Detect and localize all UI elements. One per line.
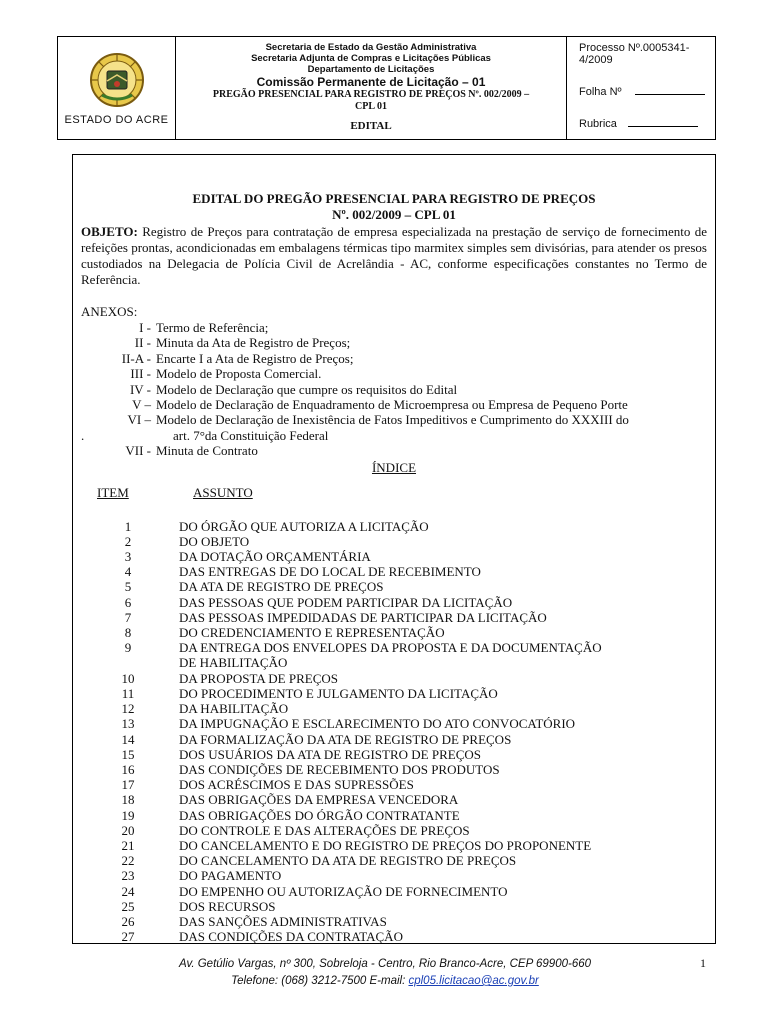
index-item-number: 21 bbox=[121, 837, 135, 853]
index-item-number: 9 bbox=[124, 640, 132, 656]
index-item-number: 12 bbox=[121, 701, 135, 717]
folha-field bbox=[579, 86, 715, 98]
rubrica-field bbox=[579, 118, 715, 130]
index-column-headers bbox=[81, 485, 707, 501]
index-item-subject: DA IMPUGNAÇÃO E ESCLARECIMENTO DO ATO CONVOCATÓRIO bbox=[179, 716, 576, 732]
index-row bbox=[81, 899, 707, 914]
index-item-subject: DO PAGAMENTO bbox=[179, 868, 282, 884]
footer-address: Av. Getúlio Vargas, nº 300, Sobreloja - Centro, Rio Branco-Acre, CEP 69900-660 bbox=[178, 958, 592, 970]
header-line-secretaria: Secretaria de Estado da Gestão Administrativa bbox=[265, 42, 477, 53]
index-item-subject: DOS RECURSOS bbox=[179, 898, 276, 914]
document-header bbox=[57, 36, 716, 140]
index-row bbox=[81, 579, 707, 594]
index-item-number: 6 bbox=[124, 594, 132, 610]
index-item-subject: DO CANCELAMENTO DA ATA DE REGISTRO DE PREÇOS bbox=[179, 853, 517, 869]
index-item-number: 18 bbox=[121, 792, 135, 808]
index-item-number bbox=[103, 655, 153, 670]
index-row bbox=[81, 868, 707, 883]
index-item-subject: DAS CONDIÇÕES DA CONTRATAÇÃO bbox=[179, 929, 403, 945]
index-row bbox=[81, 549, 707, 564]
header-line-departamento: Departamento de Licitações bbox=[307, 64, 435, 75]
page-footer bbox=[0, 956, 770, 990]
index-item-subject: DO EMPENHO OU AUTORIZAÇÃO DE FORNECIMENTO bbox=[179, 883, 508, 899]
index-item-number: 3 bbox=[124, 549, 132, 565]
objeto-label: OBJETO: bbox=[81, 224, 138, 239]
index-item-subject: DA HABILITAÇÃO bbox=[179, 701, 289, 717]
index-item-subject: DA DOTAÇÃO ORÇAMENTÁRIA bbox=[179, 549, 371, 565]
doc-title-line2: Nº. 002/2009 – CPL 01 bbox=[332, 207, 456, 222]
index-item-number: 4 bbox=[124, 564, 132, 580]
anexo-number: . bbox=[81, 427, 85, 443]
index-item-subject: DAS CONDIÇÕES DE RECEBIMENTO DOS PRODUTOS bbox=[179, 761, 500, 777]
index-item-subject: DOS ACRÉSCIMOS E DAS SUPRESSÕES bbox=[179, 777, 414, 793]
index-row bbox=[81, 716, 707, 731]
anexo-item bbox=[81, 397, 707, 412]
index-row bbox=[81, 640, 707, 655]
anexo-number: VII - bbox=[125, 443, 151, 459]
index-row bbox=[81, 747, 707, 762]
index-item-number: 25 bbox=[121, 898, 135, 914]
doc-title-line1: EDITAL DO PREGÃO PRESENCIAL PARA REGISTRO DE PREÇOS bbox=[192, 191, 596, 206]
index-item-number: 11 bbox=[121, 685, 135, 701]
footer-phone: Telefone: (068) 3212-7500 E-mail: bbox=[231, 975, 409, 987]
index-row bbox=[81, 564, 707, 579]
index-row bbox=[81, 732, 707, 747]
processo-number: Processo Nº.0005341-4/2009 bbox=[579, 42, 690, 66]
index-item-subject: DA ENTREGA DOS ENVELOPES DA PROPOSTA E DA DOCUMENTAÇÃO bbox=[179, 640, 602, 656]
header-line-edital: EDITAL bbox=[350, 120, 392, 132]
footer-contact bbox=[0, 973, 770, 990]
anexo-number: VI – bbox=[127, 412, 151, 428]
index-item-number: 27 bbox=[121, 929, 135, 945]
index-item-subject: DOS USUÁRIOS DA ATA DE REGISTRO DE PREÇOS bbox=[179, 746, 481, 762]
index-item-subject: DAS PESSOAS IMPEDIDADAS DE PARTICIPAR DA LICITAÇÃO bbox=[179, 609, 547, 625]
index-item-number: 20 bbox=[121, 822, 135, 838]
header-line-comissao: Comissão Permanente de Licitação – 01 bbox=[256, 75, 486, 89]
item-column-header: ITEM bbox=[97, 484, 129, 500]
index-row bbox=[81, 838, 707, 853]
index-item-subject: DO ÓRGÃO QUE AUTORIZA A LICITAÇÃO bbox=[179, 518, 429, 534]
anexo-item bbox=[81, 320, 707, 335]
header-title-cell bbox=[176, 37, 567, 139]
index-item-subject: DA FORMALIZAÇÃO DA ATA DE REGISTRO DE PREÇOS bbox=[179, 731, 512, 747]
index-item-number: 16 bbox=[121, 761, 135, 777]
index-item-number: 5 bbox=[124, 579, 132, 595]
anexo-number: III - bbox=[130, 366, 151, 382]
header-line-adjunta: Secretaria Adjunta de Compras e Licitações Públicas bbox=[251, 53, 491, 64]
edital-content bbox=[72, 154, 716, 944]
folha-label: Folha Nº bbox=[579, 86, 622, 98]
header-process-cell bbox=[567, 37, 715, 139]
index-item-number: 13 bbox=[121, 716, 135, 732]
anexo-text: Minuta de Contrato bbox=[156, 443, 258, 459]
index-item-number: 22 bbox=[121, 853, 135, 869]
anexo-item bbox=[81, 366, 707, 381]
index-row bbox=[81, 610, 707, 625]
index-row bbox=[81, 762, 707, 777]
index-row bbox=[81, 823, 707, 838]
header-line-pregao: PREGÃO PRESENCIAL PARA REGISTRO DE PREÇOS Nº. 002/2009 – bbox=[212, 89, 530, 100]
anexos-heading: ANEXOS: bbox=[81, 304, 138, 319]
header-logo-cell bbox=[58, 37, 176, 139]
index-item-number: 26 bbox=[121, 913, 135, 929]
anexo-item bbox=[81, 428, 707, 443]
header-line-cpl: CPL 01 bbox=[355, 101, 387, 112]
index-row bbox=[81, 595, 707, 610]
anexo-item bbox=[81, 335, 707, 350]
rubrica-label: Rubrica bbox=[579, 118, 617, 130]
index-item-number: 14 bbox=[121, 731, 135, 747]
index-row bbox=[81, 777, 707, 792]
index-item-number: 7 bbox=[124, 609, 132, 625]
index-row bbox=[81, 655, 707, 670]
index-item-subject: DO CREDENCIAMENTO E REPRESENTAÇÃO bbox=[179, 625, 445, 641]
anexo-text: Modelo de Declaração de Enquadramento de Microempresa ou Empresa de Pequeno Porte bbox=[156, 397, 628, 413]
anexo-text: Modelo de Proposta Comercial. bbox=[156, 366, 322, 382]
anexo-number: II-A - bbox=[121, 350, 151, 366]
index-item-subject: DO CANCELAMENTO E DO REGISTRO DE PREÇOS DO PROPONENTE bbox=[179, 837, 592, 853]
index-item-number: 19 bbox=[121, 807, 135, 823]
index-item-subject: DAS OBRIGAÇÕES DO ÓRGÃO CONTRATANTE bbox=[179, 807, 460, 823]
index-row bbox=[81, 792, 707, 807]
estado-label: ESTADO DO ACRE bbox=[64, 114, 169, 126]
anexo-text: Termo de Referência; bbox=[156, 320, 269, 335]
index-item-subject: DAS OBRIGAÇÕES DA EMPRESA VENCEDORA bbox=[179, 792, 459, 808]
index-row bbox=[81, 853, 707, 868]
state-crest-icon bbox=[88, 51, 146, 109]
index-row bbox=[81, 884, 707, 899]
index-item-subject: DAS SANÇÕES ADMINISTRATIVAS bbox=[179, 913, 387, 929]
index-item-subject: DAS PESSOAS QUE PODEM PARTICIPAR DA LICITAÇÃO bbox=[179, 594, 513, 610]
anexo-item bbox=[81, 382, 707, 397]
index-item-number: 24 bbox=[121, 883, 135, 899]
index-list bbox=[81, 519, 707, 945]
index-item-subject: DAS ENTREGAS DE DO LOCAL DE RECEBIMENTO bbox=[179, 564, 481, 580]
footer-email-link[interactable]: cpl05.licitacao@ac.gov.br bbox=[408, 975, 539, 987]
folha-blank bbox=[635, 94, 705, 95]
index-item-subject: DA ATA DE REGISTRO DE PREÇOS bbox=[179, 579, 384, 595]
index-row bbox=[81, 519, 707, 534]
doc-title bbox=[81, 191, 707, 223]
index-item-number: 17 bbox=[121, 777, 135, 793]
index-item-subject: DE HABILITAÇÃO bbox=[179, 655, 288, 671]
index-row bbox=[81, 808, 707, 823]
index-item-number: 15 bbox=[121, 746, 135, 762]
anexo-text: Minuta da Ata de Registro de Preços; bbox=[156, 335, 351, 351]
anexo-number: I - bbox=[139, 320, 151, 335]
index-row bbox=[81, 929, 707, 944]
indice-heading: ÍNDICE bbox=[371, 459, 417, 475]
anexo-number: II - bbox=[134, 335, 151, 351]
index-item-number: 8 bbox=[124, 625, 132, 641]
index-row bbox=[81, 686, 707, 701]
index-row bbox=[81, 625, 707, 640]
rubrica-blank bbox=[628, 126, 698, 127]
anexos-list bbox=[81, 320, 707, 459]
anexo-item bbox=[81, 443, 707, 458]
index-row bbox=[81, 671, 707, 686]
anexo-number: V – bbox=[132, 397, 151, 413]
assunto-column-header: ASSUNTO bbox=[193, 484, 253, 500]
anexo-text: art. 7°da Constituição Federal bbox=[173, 427, 329, 443]
anexo-text: Modelo de Declaração que cumpre os requisitos do Edital bbox=[156, 381, 458, 397]
index-item-number: 2 bbox=[124, 533, 132, 549]
index-row bbox=[81, 914, 707, 929]
objeto-paragraph bbox=[81, 224, 707, 288]
anexo-text: Modelo de Declaração de Inexistência de Fatos Impeditivos e Cumprimento do XXXIII do bbox=[156, 412, 629, 428]
index-item-subject: DO CONTROLE E DAS ALTERAÇÕES DE PREÇOS bbox=[179, 822, 470, 838]
index-item-subject: DO PROCEDIMENTO E JULGAMENTO DA LICITAÇÃO bbox=[179, 685, 498, 701]
objeto-text: Registro de Preços para contratação de empresa especializada na prestação de serviço de fornecimento de refeições prontas, acondicionadas em embalagens térmicas tipo marmitex simples sem divisórias, para atender os presos custodiados na Delegacia de Polícia Civil de Acrelândia - AC, conforme especificações constantes no Termo de Referência. bbox=[81, 224, 707, 287]
anexo-number: IV - bbox=[129, 381, 151, 397]
index-item-number: 23 bbox=[121, 868, 135, 884]
index-row bbox=[81, 534, 707, 549]
index-item-subject: DO OBJETO bbox=[179, 533, 250, 549]
anexo-text: Encarte I a Ata de Registro de Preços; bbox=[156, 350, 354, 366]
index-item-number: 1 bbox=[124, 518, 132, 534]
index-row bbox=[81, 701, 707, 716]
index-item-subject: DA PROPOSTA DE PREÇOS bbox=[179, 670, 338, 686]
page-number: 1 bbox=[700, 956, 706, 970]
anexo-item bbox=[81, 412, 707, 427]
index-item-number: 10 bbox=[121, 670, 135, 686]
anexo-item bbox=[81, 351, 707, 366]
